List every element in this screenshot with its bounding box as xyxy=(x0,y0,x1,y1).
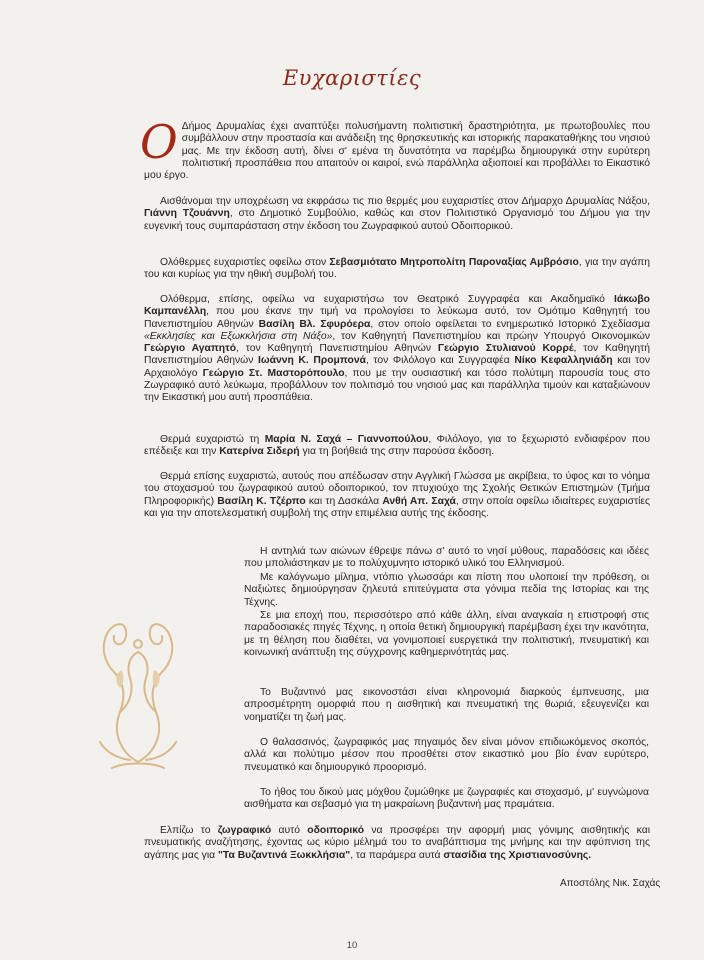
thanks-metropolitan-paragraph: Ολόθερμες ευχαριστίες οφείλω στον Σεβασμιότατο Μητροπολίτη Παροναξίας Αμβρόσιο, για την αγάπη του και κυρίως για την ηθική συμβολή του. xyxy=(144,257,650,281)
page-title: Ευχαριστίες xyxy=(282,66,422,90)
thanks-mayor-paragraph: Αισθάνομαι την υποχρέωση να εκφράσω τις πιο θερμές μου ευχαριστίες στον Δήμαρχο Δρυμαλίας Νάξου, Γιάννη Τζουάννη, στο Δημοτικό Συμβούλιο, καθώς και στον Πολιτιστικό Οργανισμό του Δήμου για την ευγενική τους συμπαράσταση στην έκδοση του Ζωγραφικού αυτού Οδοιπορικού. xyxy=(144,196,650,232)
intro-paragraph: Ο Δήμος Δρυμαλίας έχει αναπτύξει πολυσήμαντη πολιτιστική δραστηριότητα, με πρωτοβουλίες που συμβάλλουν στην προστασία και ανάδειξη της θρησκευτικής και ιστορικής παρακαταθήκης του νησιού μας. Με την έκδοση αυτή, δίνει σ' εμένα τη δυνατότητα να παρέμβω δημιουργικά στην ευρύτερη πολιτιστική προσπάθεια που απαιτούν οι καιροί, ενώ παράλληλα αξιοποιεί και προβάλλει το Εικαστικό μου έργο. xyxy=(140,115,650,182)
poem-stanza-2: Με καλόγνωμο μίλημα, ντόπιο γλωσσάρι και πίστη που υλοποιεί την πρόθεση, οι Ναξιώτες δημιούργησαν ζηλευτά επιτεύγματα στα γόνιμα πεδία της Ιστορίας και της Τέχνης. xyxy=(244,572,649,608)
thanks-authors-paragraph: Ολόθερμα, επίσης, οφείλω να ευχαριστήσω τον Θεατρικό Συγγραφέα και Ακαδημαϊκό Ιάκωβο Καμπανέλλη, που μου έκανε την τιμή να προλογίσει το λεύκωμα αυτό, τον Ομότιμο Καθηγητή του Πανεπιστημίου Αθηνών Βασίλη Βλ. Σφυρόερα, στον οποίο οφείλεται το ενημερωτικό Ιστορικό Σχεδίασμα «Εκκλησίες και Εξωκκλήσια στη Νάξο», τον Καθηγητή Πανεπιστημίου και πρώην Υπουργό Οικονομικών Γεώργιο Αγαπητό, τον Καθηγητή Πανεπιστημίου Αθηνών Γεώργιο Στυλιανού Κορρέ, τον Καθηγητή Πανεπιστημίου Αθηνών Ιωάννη Κ. Προμπονά, τον Φιλόλογο και Συγγραφέα Νίκο Κεφαλληνιάδη και τον Αρχαιολόγο Γεώργιο Στ. Μαστορόπουλο, που με την ουσιαστική και τόσο πολύτιμη παρουσία τους στο Ζωγραφικό αυτό λεύκωμα, προβάλλουν τον πολιτισμό του νησιού μας και παράλληλα τιμούν και καταξιώνουν την Εικαστική μου αυτή προσπάθεια. xyxy=(144,294,650,404)
page-number: 10 xyxy=(346,940,358,951)
poem-stanza-5: Ο θαλασσινός, ζωγραφικός μας πηγαιμός δεν είναι μόνον επιδιωκόμενος σκοπός, αλλά και πολύτιμο μέσον που προσθέτει στον εικαστικό μου βίο έναν ευρύτερο, πνευματικό και δημιουργικό προορισμό. xyxy=(244,737,649,773)
closing-paragraph: Ελπίζω το ζωγραφικό αυτό οδοιπορικό να προσφέρει την αφορμή μιας γόνιμης αισθητικής και πνευματικής αναζήτησης, έχοντας ως κύριο μέλημά του το αναβάπτισμα της μνήμης και την αφύπνιση της αγάπης μας για "Τα Βυζαντινά Ξωκκλήσια", τα παράμερα αυτά στασίδια της Χριστιανοσύνης. xyxy=(144,825,650,861)
poem-stanza-4: Το Βυζαντινό μας εικονοστάσι είναι κληρονομιά διαρκούς έμπνευσης, μια απροσμέτρητη ομορφιά που η αισθητική και πνευματική της θωριά, εξευγενίζει και νοηματίζει τη ζωή μας. xyxy=(244,687,649,723)
poem-stanza-1: Η αντηλιά των αιώνων έθρεψε πάνω σ' αυτό το νησί μύθους, παραδόσεις και ιδέες που μπολιάστηκαν με το πολύχυμνητο ιστορικό υλικό του Ελληνισμού. xyxy=(244,546,649,570)
author-signature: Αποστόλης Νικ. Σαχάς xyxy=(560,878,661,889)
poem-stanza-6: Το ήθος του δικού μας μόχθου ζυμώθηκε με ζωγραφιές και στοχασμό, μ' ευγνώμονα αισθήματα και σεβασμό για τη μακραίωνη βυζαντινή μας πραμάτεια. xyxy=(244,787,649,811)
bold-name: Γιάννη Τζουάννη xyxy=(144,208,230,220)
thanks-translators-paragraph: Θερμά επίσης ευχαριστώ, αυτούς που απέδωσαν στην Αγγλική Γλώσσα με ακρίβεια, το ύφος και το νόημα του στοχασμού του ζωγραφικού αυτού οδοιπορικού, τον πτυχιούχο της Σχολής Θετικών Επιστημών (Τμήμα Πληροφορικής) Βασίλη Κ. Τζέρπο και τη Δασκάλα Ανθή Απ. Σαχά, στην οποία οφείλω ιδιαίτερες ευχαριστίες και για την αποτελεσματική συμβολή της στην επιμέλεια αυτής της έκδοσης. xyxy=(144,471,651,519)
decorative-ornament-icon xyxy=(90,592,186,782)
poem-stanza-3: Σε μια εποχή που, περισσότερο από κάθε άλλη, είναι αναγκαία η επιστροφή στις παραδοσιακές πηγές Τέχνης, η οποία θετική δημιουργική παρέμβαση έχει την ικανότητα, με τη θέληση που διαθέτει, να γονιμοποιεί ευεργετικά την πολιτιστική, πνευματική και κοινωνική ανάπτυξη της σύγχρονης καθημερινότητάς μας. xyxy=(244,610,649,658)
bold-name: Σεβασμιότατο Μητροπολίτη Παροναξίας Αμβρόσιο xyxy=(329,257,579,268)
drop-cap: Ο xyxy=(140,115,178,169)
thanks-philologist-paragraph: Θερμά ευχαριστώ τη Μαρία Ν. Σαχά – Γιαννοπούλου, Φιλόλογο, για το ξεχωριστό ενδιαφέρον που επέδειξε και την Κατερίνα Σιδερή για τη βοήθειά της στην παρούσα έκδοση. xyxy=(144,434,651,458)
